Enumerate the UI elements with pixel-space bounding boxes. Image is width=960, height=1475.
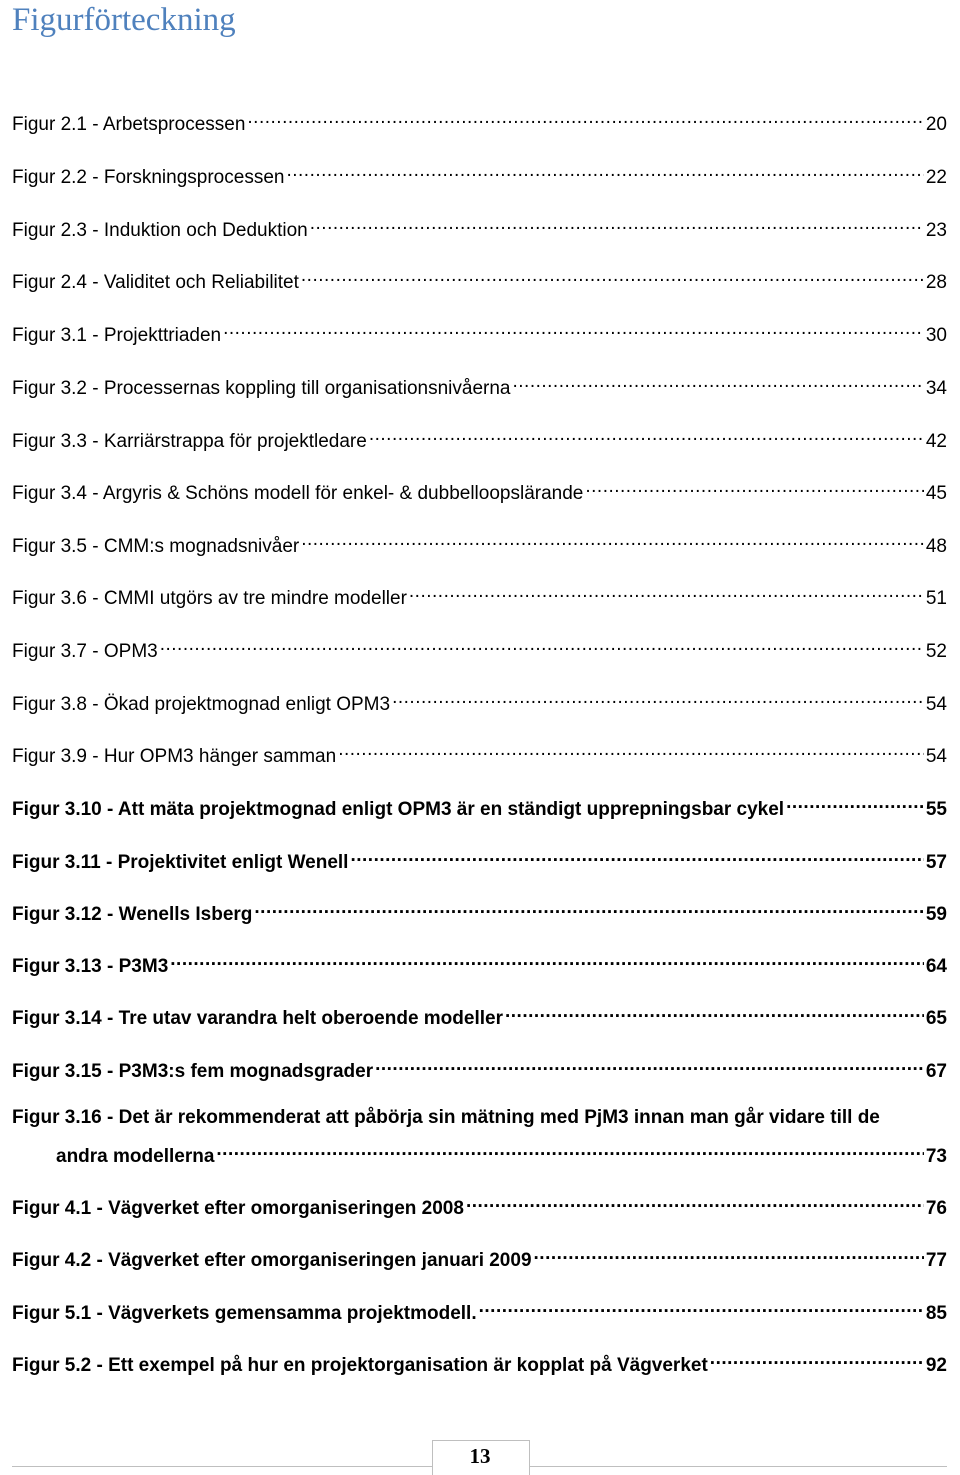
toc-entry-page: 28 <box>925 272 947 293</box>
dot-leader <box>479 1295 924 1319</box>
toc-entry[interactable] <box>12 528 947 557</box>
dot-leader <box>375 1053 924 1077</box>
page-number: 13 <box>469 1444 491 1468</box>
toc-entry-page: 51 <box>925 588 947 609</box>
toc-entry-label: Figur 2.1 - Arbetsprocessen <box>12 114 246 135</box>
toc-entry-page: 77 <box>925 1250 947 1271</box>
dot-leader <box>392 686 924 710</box>
toc-entry[interactable] <box>12 475 947 504</box>
toc-entry-page: 45 <box>925 483 947 504</box>
toc-entry-label: Figur 5.2 - Ett exempel på hur en projektorganisation är kopplat på Vägverket <box>12 1355 708 1376</box>
toc-entry-page: 57 <box>925 852 947 873</box>
toc-entry[interactable] <box>12 1347 947 1376</box>
toc-entry[interactable] <box>12 1106 947 1167</box>
toc-entry-label: Figur 2.3 - Induktion och Deduktion <box>12 220 308 241</box>
toc-entry[interactable] <box>12 791 947 820</box>
toc-entry-label: Figur 3.13 - P3M3 <box>12 956 169 977</box>
toc-entry-label: Figur 3.6 - CMMI utgörs av tre mindre modeller <box>12 588 407 609</box>
dot-leader <box>310 212 924 236</box>
toc-entry-label: Figur 3.10 - Att mäta projektmognad enligt OPM3 är en ständigt upprepningsbar cykel <box>12 799 785 820</box>
toc-entry-continuation <box>56 1138 947 1167</box>
toc-entry[interactable] <box>12 1053 947 1082</box>
toc-entry-label: Figur 4.2 - Vägverket efter omorganiseringen januari 2009 <box>12 1250 532 1271</box>
dot-leader <box>286 159 923 183</box>
dot-leader <box>338 738 924 762</box>
toc-entry-page: 73 <box>925 1146 947 1167</box>
toc-entry-label: Figur 3.7 - OPM3 <box>12 641 158 662</box>
dot-leader <box>160 633 924 657</box>
dot-leader <box>534 1242 924 1266</box>
dot-leader <box>710 1347 924 1371</box>
toc-entry[interactable] <box>12 317 947 346</box>
toc-entry-label: Figur 3.1 - Projekttriaden <box>12 325 222 346</box>
toc-entry-label: Figur 3.2 - Processernas koppling till organisationsnivåerna <box>12 378 511 399</box>
toc-entry-page: 76 <box>925 1198 947 1219</box>
toc-entry-label: Figur 5.1 - Vägverkets gemensamma projektmodell. <box>12 1303 477 1324</box>
toc-entry-label: Figur 3.9 - Hur OPM3 hänger samman <box>12 746 337 767</box>
toc-entry[interactable] <box>12 159 947 188</box>
toc-entry[interactable] <box>12 1000 947 1029</box>
toc-entry-page: 59 <box>925 904 947 925</box>
toc-entry-page: 34 <box>925 378 947 399</box>
toc-entry[interactable] <box>12 264 947 293</box>
toc-entry-label-continued: andra modellerna <box>56 1146 215 1167</box>
dot-leader <box>216 1138 923 1162</box>
toc-entry-page: 54 <box>925 694 947 715</box>
toc-entry-page: 85 <box>925 1303 947 1324</box>
toc-entry[interactable] <box>12 423 947 452</box>
toc-entry-label: Figur 3.5 - CMM:s mognadsnivåer <box>12 536 300 557</box>
dot-leader <box>512 370 923 394</box>
dot-leader <box>505 1000 924 1024</box>
toc-entry-label: Figur 3.4 - Argyris & Schöns modell för enkel- & dubbelloopslärande <box>12 483 584 504</box>
dot-leader <box>254 896 923 920</box>
toc-entry-page: 54 <box>925 746 947 767</box>
toc-entry[interactable] <box>12 844 947 873</box>
toc-entry[interactable] <box>12 580 947 609</box>
dot-leader <box>409 580 924 604</box>
toc-entry[interactable] <box>12 686 947 715</box>
toc-entry-label: Figur 3.11 - Projektivitet enligt Wenell <box>12 852 349 873</box>
toc-entry-label: Figur 3.12 - Wenells Isberg <box>12 904 253 925</box>
dot-leader <box>585 475 924 499</box>
toc-entry[interactable] <box>12 106 947 135</box>
dot-leader <box>301 528 924 552</box>
dot-leader <box>301 264 924 288</box>
dot-leader <box>466 1190 924 1214</box>
toc-entry-page: 64 <box>925 956 947 977</box>
toc-entry-page: 48 <box>925 536 947 557</box>
toc-entry[interactable] <box>12 948 947 977</box>
toc-entry[interactable] <box>12 1190 947 1219</box>
toc-entry-page: 67 <box>925 1061 947 1082</box>
toc-entry-label: Figur 3.14 - Tre utav varandra helt oberoende modeller <box>12 1008 503 1029</box>
toc-entry-label: Figur 2.2 - Forskningsprocessen <box>12 167 285 188</box>
toc-entry[interactable] <box>12 1242 947 1271</box>
dot-leader <box>247 106 923 130</box>
toc-entry-page: 55 <box>925 799 947 820</box>
toc-entry-page: 92 <box>925 1355 947 1376</box>
toc-entry-page: 22 <box>925 167 947 188</box>
dot-leader <box>369 423 924 447</box>
toc-entry[interactable] <box>12 896 947 925</box>
toc-entry[interactable] <box>12 370 947 399</box>
toc-entry-label: Figur 4.1 - Vägverket efter omorganiseringen 2008 <box>12 1198 464 1219</box>
toc-entry[interactable] <box>12 212 947 241</box>
toc-entry-label: Figur 3.15 - P3M3:s fem mognadsgrader <box>12 1061 374 1082</box>
dot-leader <box>223 317 924 341</box>
toc-entry-page: 42 <box>925 431 947 452</box>
toc-entry-page: 20 <box>925 114 947 135</box>
toc-entry-label: Figur 2.4 - Validitet och Reliabilitet <box>12 272 299 293</box>
dot-leader <box>170 948 924 972</box>
dot-leader <box>786 791 924 815</box>
toc-entry-page: 23 <box>925 220 947 241</box>
page-title: Figurförteckning <box>12 2 236 38</box>
toc-entry[interactable] <box>12 738 947 767</box>
toc-entry-label: Figur 3.16 - Det är rekommenderat att påbörja sin mätning med PjM3 innan man går vidare till de <box>12 1107 880 1128</box>
dot-leader <box>350 844 923 868</box>
toc-entry-page: 30 <box>925 325 947 346</box>
toc-entry[interactable] <box>12 1295 947 1324</box>
toc-entry-label: Figur 3.8 - Ökad projektmognad enligt OPM3 <box>12 694 391 715</box>
toc-entry[interactable] <box>12 633 947 662</box>
toc-entry-page: 52 <box>925 641 947 662</box>
toc-entry-label: Figur 3.3 - Karriärstrappa för projektledare <box>12 431 367 452</box>
toc-entry-page: 65 <box>925 1008 947 1029</box>
